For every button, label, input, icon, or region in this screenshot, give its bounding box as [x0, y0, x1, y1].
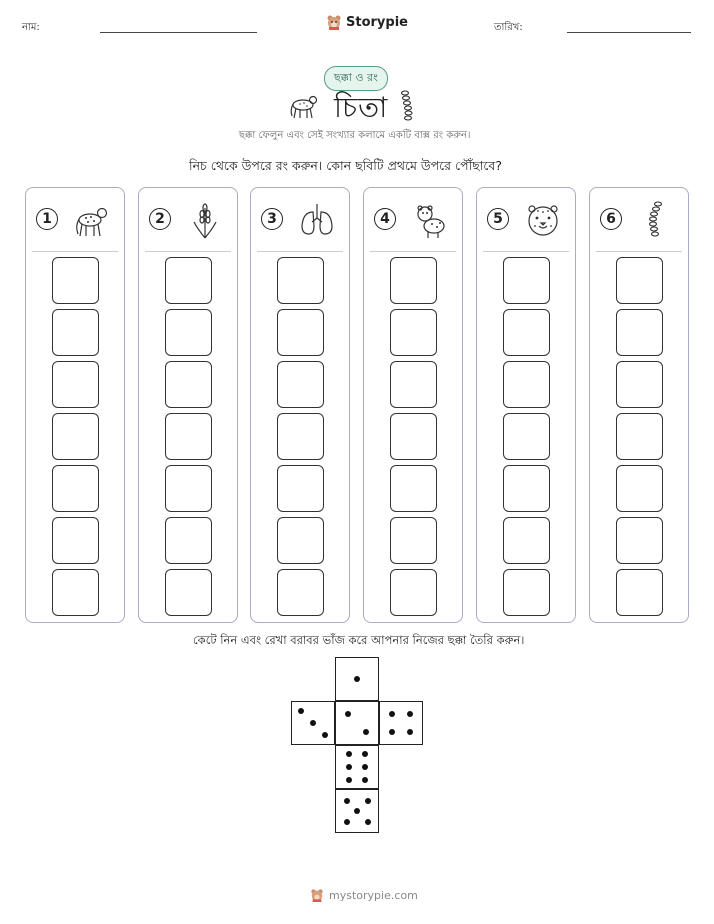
cheetah-face-icon — [523, 200, 563, 240]
column-divider — [370, 251, 456, 252]
dice-pip — [362, 777, 368, 783]
dice-pip — [345, 711, 351, 717]
color-box[interactable] — [616, 517, 663, 564]
footer-url[interactable]: mystorypie.com — [329, 888, 418, 902]
grass-icon — [185, 200, 225, 240]
dice-face-3 — [291, 701, 335, 745]
dice-pip — [344, 819, 350, 825]
color-box[interactable] — [616, 465, 663, 512]
cut-instruction: কেটে নিন এবং রেখা বরাবর ভাঁজ করে আপনার নিজের ছক্কা তৈরি করুন। — [193, 633, 525, 647]
bear-mascot-icon — [326, 14, 342, 30]
dice-face-1 — [335, 657, 379, 701]
color-box[interactable] — [277, 413, 324, 460]
color-box[interactable] — [616, 361, 663, 408]
color-box[interactable] — [165, 517, 212, 564]
color-box[interactable] — [503, 257, 550, 304]
dice-pip — [298, 708, 304, 714]
dice-pip — [362, 751, 368, 757]
color-box[interactable] — [52, 361, 99, 408]
dice-pip — [365, 819, 371, 825]
dice-pip — [365, 798, 371, 804]
page-title: চিতা — [334, 91, 389, 124]
color-box[interactable] — [390, 517, 437, 564]
dice-pip — [344, 798, 350, 804]
color-box[interactable] — [616, 569, 663, 616]
color-box[interactable] — [616, 309, 663, 356]
column-divider — [483, 251, 569, 252]
column-6 — [589, 187, 689, 623]
dice-face-2 — [335, 701, 379, 745]
color-box[interactable] — [277, 361, 324, 408]
color-box[interactable] — [503, 361, 550, 408]
cheetah-icon — [289, 92, 319, 120]
brand-name: Storypie — [346, 14, 408, 30]
column-3 — [250, 187, 350, 623]
color-box[interactable] — [390, 257, 437, 304]
column-number: 3 — [261, 208, 283, 230]
color-box[interactable] — [503, 569, 550, 616]
dice-pip — [346, 777, 352, 783]
color-box[interactable] — [277, 569, 324, 616]
spine-icon — [636, 200, 676, 240]
dice-pip — [346, 764, 352, 770]
color-box[interactable] — [277, 309, 324, 356]
column-number: 6 — [600, 208, 622, 230]
dice-pip — [362, 764, 368, 770]
dice-pip — [389, 711, 395, 717]
color-box[interactable] — [503, 465, 550, 512]
column-divider — [145, 251, 231, 252]
dice-pip — [322, 732, 328, 738]
dice-pip — [407, 729, 413, 735]
color-box[interactable] — [277, 517, 324, 564]
date-line[interactable] — [567, 32, 691, 33]
column-2 — [138, 187, 238, 623]
color-box[interactable] — [390, 465, 437, 512]
column-number: 5 — [487, 208, 509, 230]
column-number: 2 — [149, 208, 171, 230]
color-box[interactable] — [52, 465, 99, 512]
name-line[interactable] — [100, 32, 257, 33]
dice-pip — [407, 711, 413, 717]
dice-face-5 — [335, 789, 379, 833]
color-box[interactable] — [52, 257, 99, 304]
name-label: নাম: — [22, 22, 40, 33]
color-box[interactable] — [277, 465, 324, 512]
color-box[interactable] — [503, 413, 550, 460]
date-label: তারিখ: — [494, 22, 523, 33]
color-box[interactable] — [165, 257, 212, 304]
dice-pip — [363, 729, 369, 735]
color-box[interactable] — [503, 309, 550, 356]
color-box[interactable] — [52, 309, 99, 356]
brand-logo — [326, 14, 408, 30]
bear-mascot-icon — [310, 888, 324, 902]
category-badge: ছক্কা ও রং — [324, 66, 388, 91]
dice-pip — [354, 676, 360, 682]
column-number: 1 — [36, 208, 58, 230]
cheetah-cub-icon — [410, 200, 450, 240]
color-box[interactable] — [616, 257, 663, 304]
column-divider — [32, 251, 118, 252]
lungs-icon — [297, 200, 337, 240]
column-number: 4 — [374, 208, 396, 230]
dice-face-4 — [379, 701, 423, 745]
color-box[interactable] — [503, 517, 550, 564]
dice-pip — [354, 808, 360, 814]
column-5 — [476, 187, 576, 623]
color-box[interactable] — [616, 413, 663, 460]
color-box[interactable] — [390, 361, 437, 408]
column-1 — [25, 187, 125, 623]
color-box[interactable] — [165, 465, 212, 512]
color-box[interactable] — [52, 517, 99, 564]
color-box[interactable] — [52, 413, 99, 460]
color-box[interactable] — [390, 413, 437, 460]
color-box[interactable] — [277, 257, 324, 304]
footer — [310, 888, 418, 902]
color-box[interactable] — [165, 413, 212, 460]
dice-pip — [389, 729, 395, 735]
color-box[interactable] — [52, 569, 99, 616]
dice-face-6 — [335, 745, 379, 789]
instruction-subtitle: ছক্কা ফেলুন এবং সেই সংখ্যার কলামে একটি বাক্স রং করুন। — [239, 130, 471, 141]
color-box[interactable] — [165, 361, 212, 408]
color-box[interactable] — [165, 569, 212, 616]
color-box[interactable] — [390, 309, 437, 356]
dice-pip — [346, 751, 352, 757]
color-box[interactable] — [390, 569, 437, 616]
race-question: নিচ থেকে উপরে রং করুন। কোন ছবিটি প্রথমে উপরে পৌঁছাবে? — [189, 158, 502, 173]
column-divider — [596, 251, 682, 252]
dice-pip — [310, 720, 316, 726]
cheetah-icon — [72, 200, 112, 240]
column-4 — [363, 187, 463, 623]
color-box[interactable] — [165, 309, 212, 356]
column-divider — [257, 251, 343, 252]
spine-icon — [399, 90, 415, 122]
